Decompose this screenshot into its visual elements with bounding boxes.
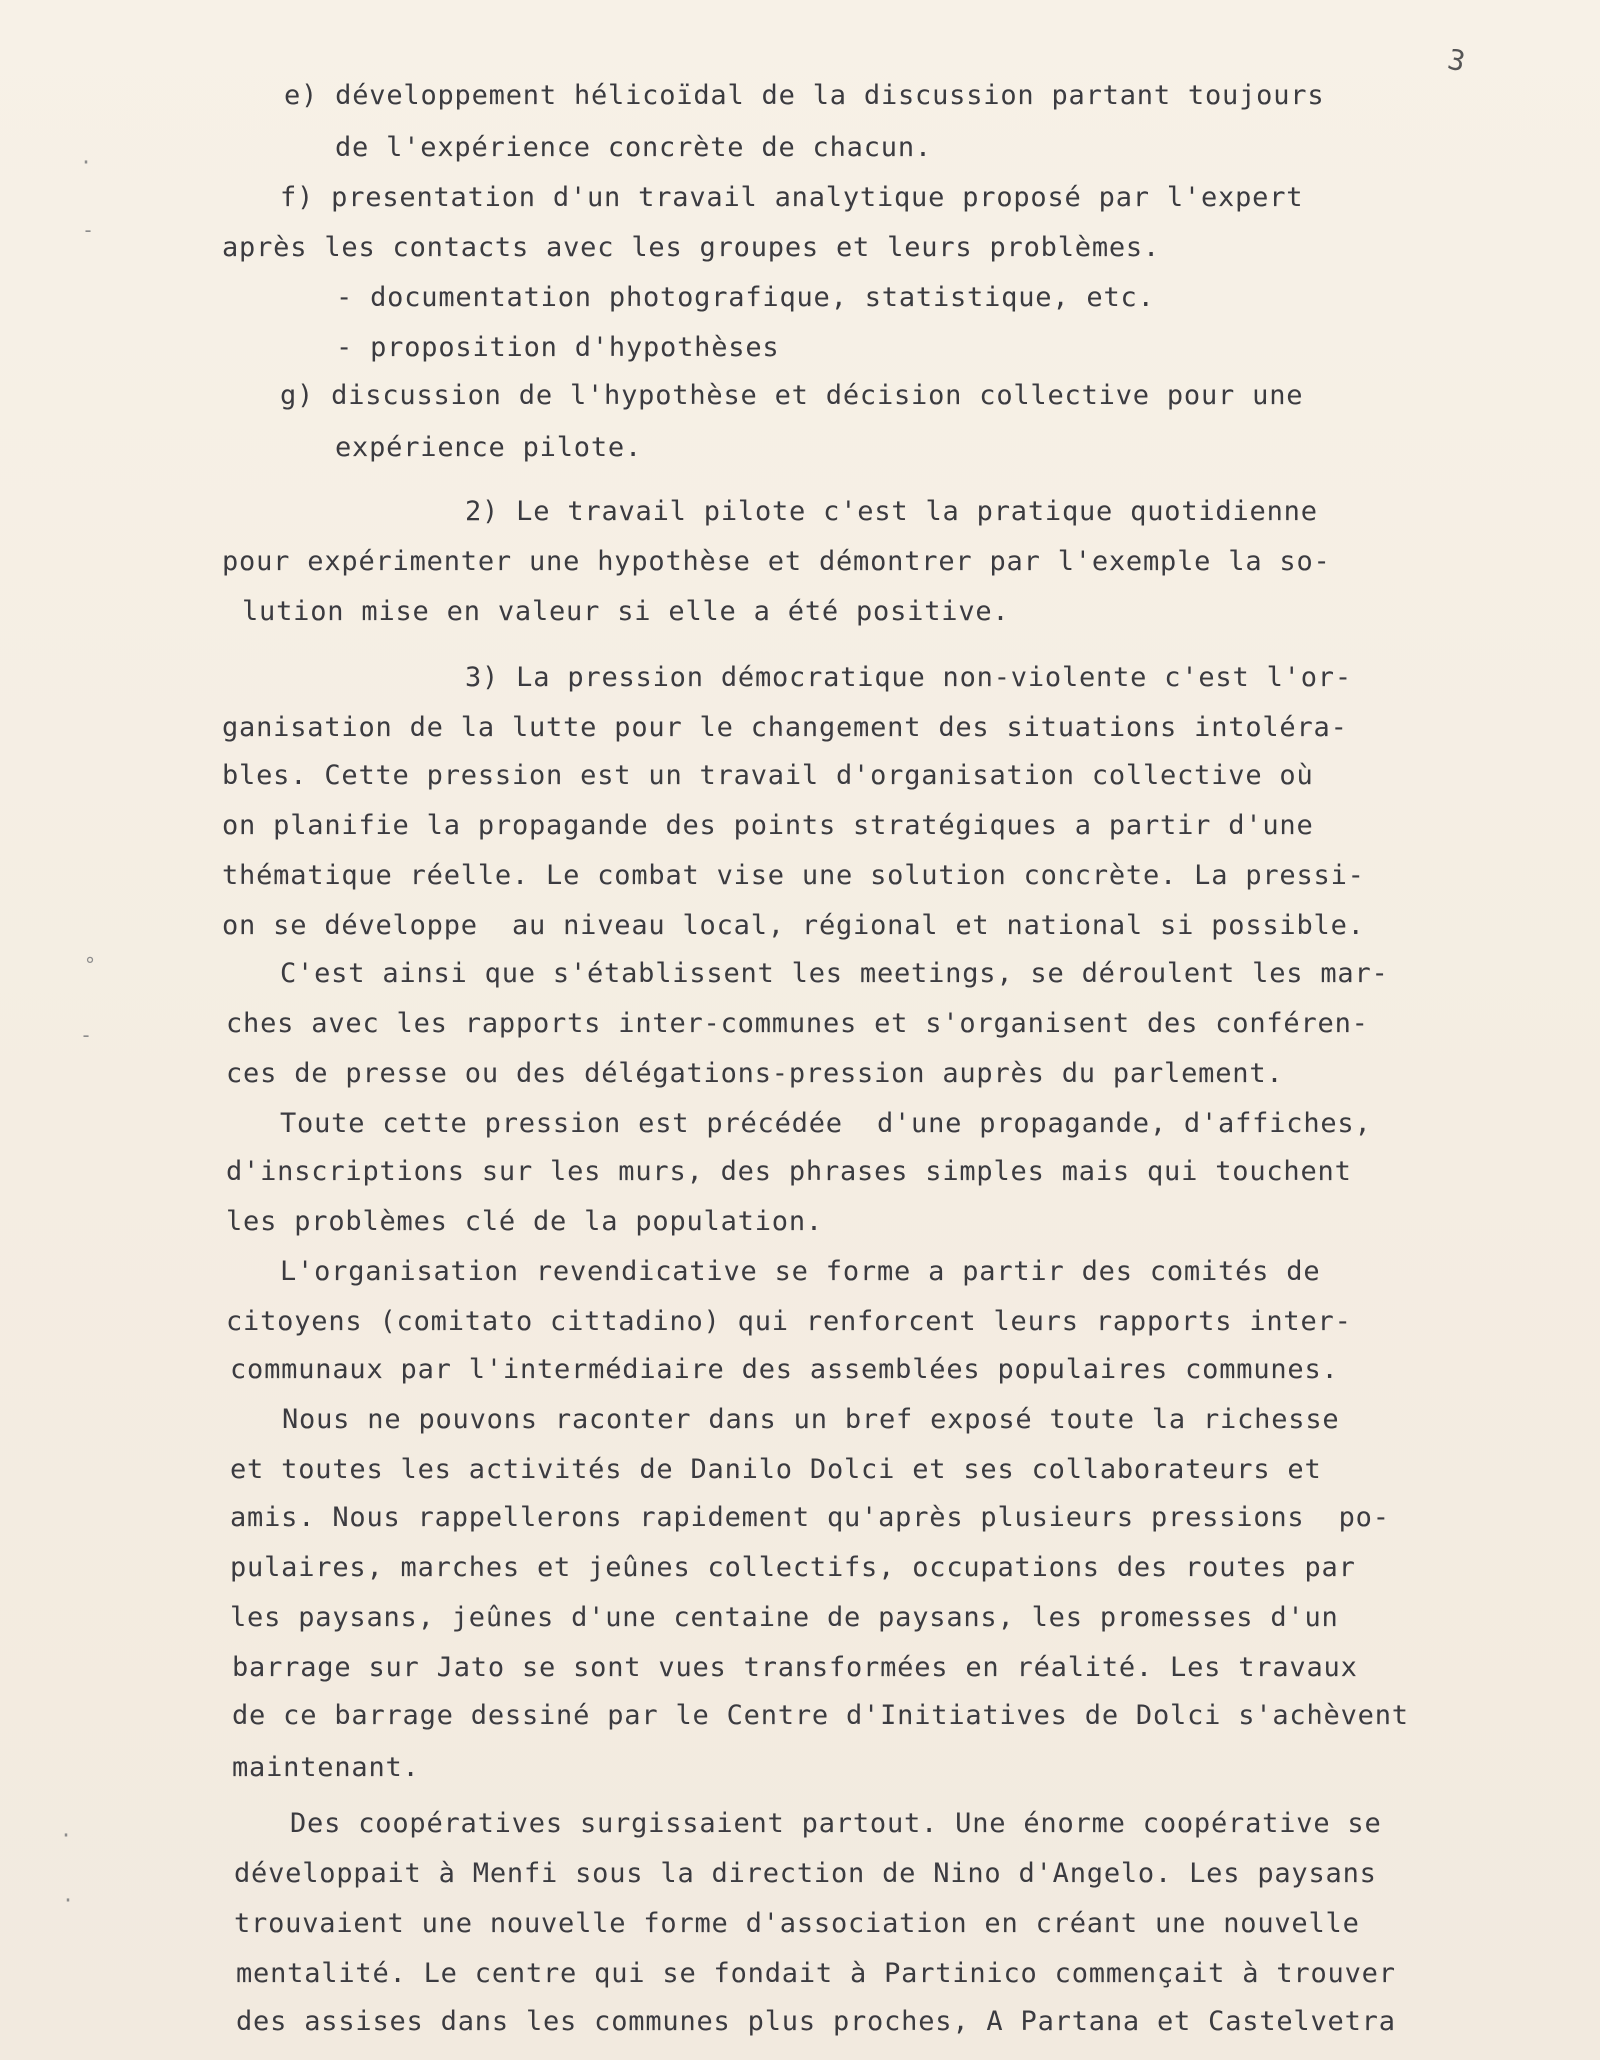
margin-dot: °: [84, 953, 97, 977]
text-line: - documentation photografique, statistique, etc.: [336, 282, 1155, 313]
text-line: après les contacts avec les groupes et leurs problèmes.: [222, 232, 1161, 263]
margin-dot: ·: [60, 1823, 73, 1847]
margin-dot: ·: [62, 1888, 75, 1912]
text-line: les paysans, jeûnes d'une centaine de paysans, les promesses d'un: [230, 1602, 1339, 1633]
text-line: mentalité. Le centre qui se fondait à Partinico commençait à trouver: [236, 1958, 1396, 1989]
margin-dot: -: [82, 218, 95, 242]
text-line: e) développement hélicoïdal de la discussion partant toujours: [284, 80, 1325, 111]
text-line: f) presentation d'un travail analytique proposé par l'expert: [280, 182, 1304, 213]
text-line: pulaires, marches et jeûnes collectifs, occupations des routes par: [230, 1552, 1356, 1583]
text-line: d'inscriptions sur les murs, des phrases simples mais qui touchent: [226, 1156, 1352, 1187]
text-line: L'organisation revendicative se forme a partir des comités de: [280, 1256, 1321, 1287]
text-line: - proposition d'hypothèses: [336, 332, 780, 363]
text-line: pour expérimenter une hypothèse et démontrer par l'exemple la so-: [222, 546, 1331, 577]
text-line: ganisation de la lutte pour le changement des situations intoléra-: [222, 712, 1348, 743]
margin-dot: -: [80, 1023, 93, 1047]
text-line: les problèmes clé de la population.: [226, 1206, 823, 1237]
text-line: Des coopératives surgissaient partout. Une énorme coopérative se: [290, 1808, 1382, 1839]
text-line: de l'expérience concrète de chacun.: [335, 132, 932, 163]
text-line: Nous ne pouvons raconter dans un bref exposé toute la richesse: [282, 1404, 1340, 1435]
text-line: citoyens (comitato cittadino) qui renforcent leurs rapports inter-: [226, 1306, 1352, 1337]
text-line: expérience pilote.: [335, 432, 642, 463]
text-line: g) discussion de l'hypothèse et décision collective pour une: [280, 380, 1304, 411]
text-line: des assises dans les communes plus proches, A Partana et Castelvetra: [236, 2006, 1396, 2037]
text-line: trouvaient une nouvelle forme d'association en créant une nouvelle: [234, 1908, 1360, 1939]
text-line: ces de presse ou des délégations-pression auprès du parlement.: [226, 1058, 1284, 1089]
text-line: thématique réelle. Le combat vise une solution concrète. La pressi-: [222, 860, 1365, 891]
text-line: on planifie la propagande des points stratégiques a partir d'une: [222, 810, 1314, 841]
text-line: bles. Cette pression est un travail d'organisation collective où: [222, 760, 1314, 791]
text-line: de ce barrage dessiné par le Centre d'Initiatives de Dolci s'achèvent: [232, 1700, 1409, 1731]
text-line: communaux par l'intermédiaire des assemblées populaires communes.: [230, 1354, 1339, 1385]
text-line: on se développe au niveau local, régional et national si possible.: [222, 910, 1365, 941]
text-line: amis. Nous rappellerons rapidement qu'après plusieurs pressions po-: [230, 1502, 1390, 1533]
text-line: maintenant.: [232, 1752, 420, 1783]
text-line: ches avec les rapports inter-communes et s'organisent des conféren-: [226, 1008, 1369, 1039]
text-line: 2) Le travail pilote c'est la pratique quotidienne: [465, 496, 1318, 527]
text-line: 3) La pression démocratique non-violente c'est l'or-: [465, 662, 1352, 693]
text-line: barrage sur Jato se sont vues transformées en réalité. Les travaux: [232, 1652, 1358, 1683]
text-line: développait à Menfi sous la direction de Nino d'Angelo. Les paysans: [234, 1858, 1377, 1889]
page-number-mark: 3: [1444, 42, 1469, 79]
text-line: lution mise en valeur si elle a été positive.: [242, 596, 1010, 627]
margin-dot: ·: [80, 150, 93, 174]
text-line: Toute cette pression est précédée d'une propagande, d'affiches,: [280, 1108, 1372, 1139]
text-line: et toutes les activités de Danilo Dolci et ses collaborateurs et: [230, 1454, 1322, 1485]
text-line: C'est ainsi que s'établissent les meetings, se déroulent les mar-: [280, 958, 1389, 989]
